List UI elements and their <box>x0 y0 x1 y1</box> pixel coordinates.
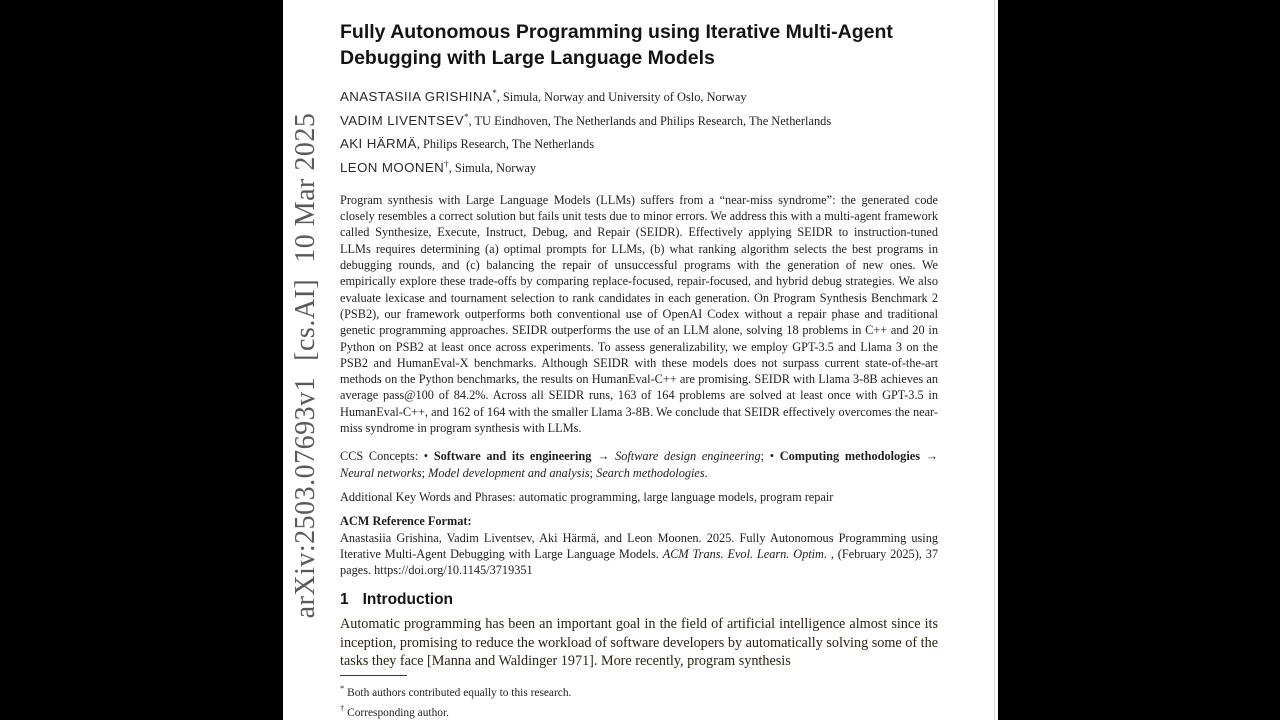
author-affiliation: , TU Eindhoven, The Netherlands and Philips Research, The Netherlands <box>468 113 832 128</box>
acm-reference-heading: ACM Reference Format: <box>340 514 472 529</box>
author-line <box>340 131 938 155</box>
ccs-arrow: → <box>591 449 616 464</box>
ccs-period: . <box>704 465 708 480</box>
page-content <box>340 0 938 670</box>
author-affiliation: , Simula, Norway <box>448 161 537 176</box>
ccs-separator: ; <box>589 465 597 480</box>
doi-link[interactable]: https://doi.org/10.1145/3719351 <box>374 563 533 578</box>
acm-reference-tail: , (February 2025), 37 pages. <box>340 546 938 578</box>
ccs-arrow: → <box>920 449 938 464</box>
footnote <box>340 681 938 701</box>
author-footnote-marker: † <box>444 159 449 170</box>
journal-name: ACM Trans. Evol. Learn. Optim. <box>662 546 828 561</box>
acm-reference-citation: Anastasiia Grishina, Vadim Liventsev, Aki Härmä, and Leon Moonen. 2025. Fully Autonomous Programming using Iterative Multi-Agent Debugging with Large Language Models. <box>340 530 938 561</box>
acm-reference-format <box>340 513 938 578</box>
arxiv-id: arXiv:2503.07693v1 <box>290 376 321 619</box>
paper-title: Fully Autonomous Programming using Iterative Multi-Agent Debugging with Large Language Models <box>340 21 893 69</box>
author-affiliation: , Simula, Norway and University of Oslo, Norway <box>496 90 747 105</box>
author-affiliation: , Philips Research, The Netherlands <box>416 137 595 152</box>
ccs-concepts <box>340 448 938 481</box>
acm-reference-body <box>340 530 938 579</box>
paper-page <box>283 0 998 720</box>
ccs-separator: ; • <box>760 449 780 464</box>
ccs-separator: ; <box>421 465 429 480</box>
footnote <box>340 701 938 720</box>
introduction-paragraph: Automatic programming has been an important goal in the field of artificial intelligence almost since its inception, promising to reduce the workload of software developers by automatically solving some of the tasks they face [Manna and Waldinger 1971]. More recently, program synthesis <box>340 616 938 669</box>
author-line <box>340 84 938 108</box>
arxiv-date: 10 Mar 2025 <box>290 112 321 263</box>
author-name: ANASTASIIA GRISHINA <box>340 89 493 105</box>
author-name: LEON MOONEN <box>340 160 445 176</box>
author-line <box>340 108 938 132</box>
keywords: Additional Key Words and Phrases: automatic programming, large language models, program repair <box>340 489 834 504</box>
ccs-concept-italic: Model development and analysis <box>428 465 590 480</box>
author-line <box>340 155 938 179</box>
ccs-concept-bold: Computing methodologies <box>779 449 920 464</box>
section-number: 1 <box>340 591 349 609</box>
author-name: VADIM LIVENTSEV <box>340 112 464 128</box>
author-footnote-marker: * <box>463 111 469 122</box>
author-name: AKI HÄRMÄ <box>340 136 417 152</box>
arxiv-watermark <box>290 83 322 648</box>
footnote-marker: * <box>340 683 345 693</box>
author-block <box>340 84 938 179</box>
footnote-marker: † <box>340 703 345 713</box>
section-heading-introduction <box>340 590 938 610</box>
ccs-concept-bold: Software and its engineering <box>433 449 592 464</box>
ccs-concept-italic: Software design engineering <box>615 449 761 464</box>
author-footnote-marker: * <box>492 88 497 98</box>
ccs-concept-italic: Neural networks <box>340 465 422 480</box>
ccs-label: CCS Concepts: • <box>340 449 434 464</box>
section-title: Introduction <box>362 591 454 609</box>
footnote-text: Corresponding author. <box>347 706 449 719</box>
footnote-block <box>340 671 938 720</box>
abstract: Program synthesis with Large Language Models (LLMs) suffers from a “near-miss syndrome”: the generated code closely resembles a correct solution but fails unit tests due to minor errors. We address this with a multi-agent framework called Synthesize, Execute, Instruct, Debug, and Repair (SEIDR). Effectively applying SEIDR to instruction-tuned LLMs requires determining (a) optimal prompts for LLMs, (b) what ranking algorithm selects the best programs in debugging rounds, and (c) balancing the repair of unsuccessful programs with the generation of new ones. We empirically explore these trade-offs by comparing replace-focused, repair-focused, and hybrid debug strategies. We also evaluate lexicase and tournament selection to rank candidates in each generation. On Program Synthesis Benchmark 2 (PSB2), our framework outperforms both conventional use of OpenAI Codex without a repair phase and traditional genetic programming approaches. SEIDR outperforms the use of an LLM alone, solving 18 problems in C++ and 20 in Python on PSB2 at least once across experiments. To assess generalizability, we employ GPT-3.5 and Llama 3 on the PSB2 and HumanEval-X benchmarks. Although SEIDR with these models does not surpass current state-of-the-art methods on the Python benchmarks, the results on HumanEval-C++ are promising. SEIDR with Llama 3-8B achieves an average pass@100 of 84.2%. Across all SEIDR runs, 163 of 164 problems are solved at least once with GPT-3.5 in HumanEval-C++, and 162 of 164 with the smaller Llama 3-8B. We conclude that SEIDR effectively overcomes the near-miss syndrome in program synthesis with LLMs. <box>340 192 938 436</box>
page-edge-line <box>994 0 995 720</box>
arxiv-category: [cs.AI] <box>290 278 321 361</box>
ccs-concept-italic: Search methodologies <box>596 465 705 480</box>
footnote-text: Both authors contributed equally to this research. <box>347 686 572 699</box>
footnote-rule <box>340 675 407 676</box>
